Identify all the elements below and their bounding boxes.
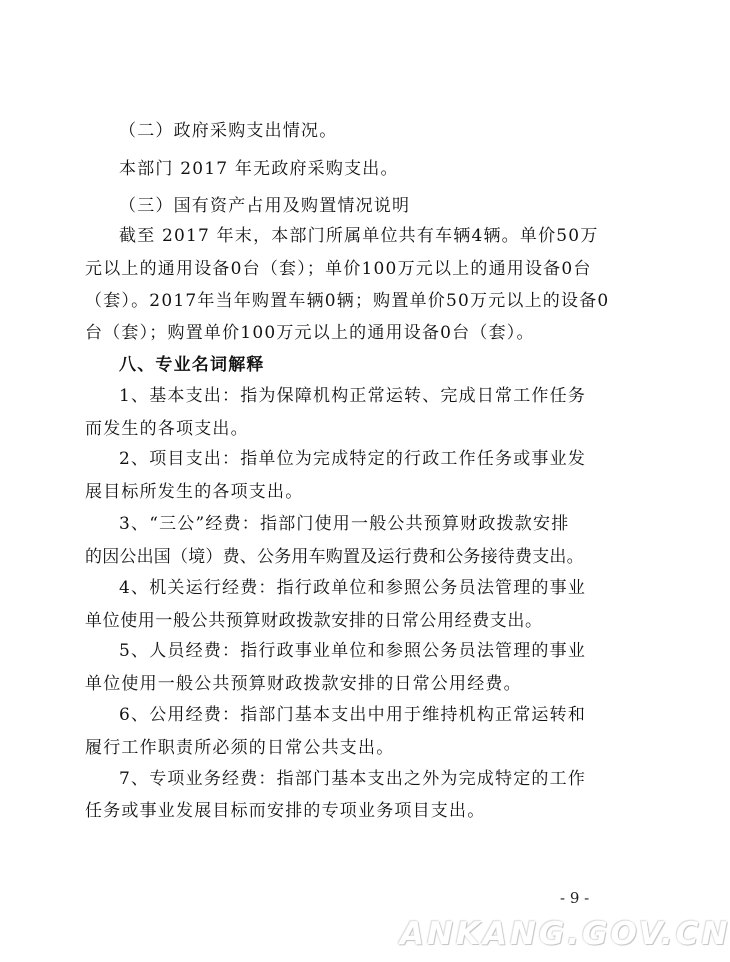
page-number: - 9 - [560,889,590,907]
paragraph-line: 履行工作职责所必须的日常公共支出。 [85,738,395,758]
paragraph-line: 1、基本支出：指为保障机构正常运转、完成日常工作任务 [119,386,587,406]
paragraph-line: 的因公出国（境）费、公务用车购置及运行费和公务接待费支出。 [85,547,584,567]
paragraph-line: 单位使用一般公共预算财政拨款安排的日常公用经费支出。 [85,611,543,631]
paragraph-line: 7、专项业务经费：指部门基本支出之外为完成特定的工作 [119,769,587,789]
subheading-assets: （三）国有资产占用及购置情况说明 [119,196,411,216]
paragraph-line: 2、项目支出：指单位为完成特定的行政工作任务或事业发 [119,449,587,469]
paragraph-line: 本部门 2017 年无政府采购支出。 [119,159,399,179]
paragraph-line: 而发生的各项支出。 [85,419,249,439]
site-watermark: ANKANG.GOV.CN [400,916,730,952]
paragraph-line: 3、“三公”经费：指部门使用一般公共预算财政拨款安排 [119,514,570,534]
paragraph-line: 元以上的通用设备0台（套）；单价100万元以上的通用设备0台 [85,259,592,279]
subheading-procurement: （二）政府采购支出情况。 [119,121,338,141]
section-heading-terms: 八、专业名词解释 [119,355,265,375]
paragraph-line: 截至 2017 年末，本部门所属单位共有车辆4辆。单价50万 [119,226,599,246]
paragraph-line: 任务或事业发展目标而安排的专项业务项目支出。 [85,801,486,821]
paragraph-line: 6、公用经费：指部门基本支出中用于维持机构正常运转和 [119,705,587,725]
paragraph-line: 单位使用一般公共预算财政拨款安排的日常公用经费。 [85,674,522,694]
paragraph-line: 台（套）；购置单价100万元以上的通用设备0台（套）。 [85,323,535,343]
paragraph-line: 4、机关运行经费：指行政单位和参照公务员法管理的事业 [119,578,587,598]
paragraph-line: （套）。2017年当年购置车辆0辆；购置单价50万元以上的设备0 [85,291,610,311]
paragraph-line: 展目标所发生的各项支出。 [85,482,304,502]
paragraph-line: 5、人员经费：指行政事业单位和参照公务员法管理的事业 [119,641,587,661]
